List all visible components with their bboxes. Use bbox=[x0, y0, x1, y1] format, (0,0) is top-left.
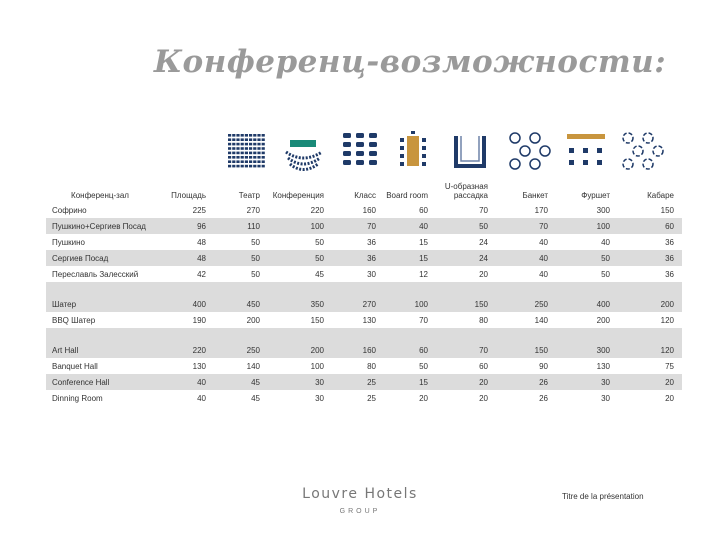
column-header: Конференция bbox=[272, 191, 324, 200]
table-cell: 270 bbox=[214, 202, 268, 218]
table-cell: 450 bbox=[214, 296, 268, 312]
table-cell bbox=[214, 282, 268, 296]
cabaret-layout-icon bbox=[618, 130, 668, 175]
table-cell: 90 bbox=[496, 358, 556, 374]
logo-sub-text: GROUP bbox=[339, 508, 381, 515]
table-cell: 150 bbox=[496, 342, 556, 358]
table-cell: 300 bbox=[556, 342, 618, 358]
table-cell: 200 bbox=[618, 296, 682, 312]
conference-capacity-table bbox=[46, 178, 682, 406]
table-cell: 170 bbox=[496, 202, 556, 218]
table-cell bbox=[436, 328, 496, 342]
table-cell: 160 bbox=[332, 202, 384, 218]
theater-layout-icon bbox=[225, 130, 275, 175]
table-cell: 40 bbox=[556, 234, 618, 250]
table-cell: 50 bbox=[268, 250, 332, 266]
table-cell: 150 bbox=[268, 312, 332, 328]
table-cell: 36 bbox=[618, 234, 682, 250]
table-cell bbox=[384, 328, 436, 342]
table-cell: 300 bbox=[556, 202, 618, 218]
table-cell: 50 bbox=[214, 266, 268, 282]
table-cell: 20 bbox=[618, 374, 682, 390]
layout-icons bbox=[0, 130, 720, 175]
table-row bbox=[46, 202, 682, 218]
table-cell: 36 bbox=[332, 250, 384, 266]
table-cell: 225 bbox=[162, 202, 214, 218]
table-cell: 50 bbox=[556, 266, 618, 282]
table-cell: 400 bbox=[556, 296, 618, 312]
footer-caption: Titre de la présentation bbox=[562, 492, 644, 501]
table-cell: 60 bbox=[384, 342, 436, 358]
hall-name-cell: Art Hall bbox=[46, 342, 162, 358]
table-cell bbox=[496, 328, 556, 342]
table-cell: 40 bbox=[162, 374, 214, 390]
table-cell: 40 bbox=[496, 266, 556, 282]
table-cell bbox=[46, 282, 162, 296]
table-cell: 400 bbox=[162, 296, 214, 312]
table-cell: 80 bbox=[436, 312, 496, 328]
banquet-layout-icon bbox=[505, 130, 555, 175]
table-cell: 20 bbox=[384, 390, 436, 406]
table-cell: 200 bbox=[556, 312, 618, 328]
table-cell: 70 bbox=[436, 342, 496, 358]
column-header: Board room bbox=[386, 191, 428, 200]
table-cell: 20 bbox=[436, 390, 496, 406]
hall-name-cell: Пушкино bbox=[46, 234, 162, 250]
table-cell: 15 bbox=[384, 374, 436, 390]
table-cell: 60 bbox=[436, 358, 496, 374]
hall-name-cell: Dinning Room bbox=[46, 390, 162, 406]
table-cell: 150 bbox=[436, 296, 496, 312]
table-cell: 36 bbox=[618, 250, 682, 266]
table-cell: 50 bbox=[214, 234, 268, 250]
table-cell: 40 bbox=[496, 250, 556, 266]
table-cell: 130 bbox=[556, 358, 618, 374]
table-cell: 20 bbox=[436, 374, 496, 390]
table-row bbox=[46, 234, 682, 250]
hall-name-cell: Пушкино+Сергиев Посад bbox=[46, 218, 162, 234]
table-cell: 70 bbox=[332, 218, 384, 234]
table-cell: 70 bbox=[496, 218, 556, 234]
table-cell bbox=[332, 328, 384, 342]
louvre-hotels-logo bbox=[300, 486, 420, 515]
hall-name-cell: BBQ Шатер bbox=[46, 312, 162, 328]
table-cell: 70 bbox=[436, 202, 496, 218]
table-cell: 45 bbox=[214, 390, 268, 406]
table-cell: 250 bbox=[496, 296, 556, 312]
table-cell: 60 bbox=[384, 202, 436, 218]
column-header: Конференц-зал bbox=[71, 191, 129, 200]
table-cell: 70 bbox=[384, 312, 436, 328]
table-row bbox=[46, 218, 682, 234]
table-cell bbox=[332, 282, 384, 296]
table-row bbox=[46, 342, 682, 358]
table-cell: 50 bbox=[556, 250, 618, 266]
table-cell bbox=[556, 282, 618, 296]
table-cell bbox=[496, 282, 556, 296]
table-row bbox=[46, 358, 682, 374]
table-cell bbox=[618, 282, 682, 296]
table-cell: 30 bbox=[268, 374, 332, 390]
table-cell: 130 bbox=[162, 358, 214, 374]
table-cell: 220 bbox=[162, 342, 214, 358]
table-cell: 200 bbox=[268, 342, 332, 358]
table-cell: 80 bbox=[332, 358, 384, 374]
table-cell: 20 bbox=[618, 390, 682, 406]
table-cell: 25 bbox=[332, 390, 384, 406]
table-cell: 220 bbox=[268, 202, 332, 218]
table-cell: 50 bbox=[436, 218, 496, 234]
table-cell: 30 bbox=[268, 390, 332, 406]
hall-name-cell: Conference Hall bbox=[46, 374, 162, 390]
hall-name-cell: Софрино bbox=[46, 202, 162, 218]
table-cell: 150 bbox=[618, 202, 682, 218]
table-cell: 40 bbox=[162, 390, 214, 406]
table-cell: 200 bbox=[214, 312, 268, 328]
table-cell: 20 bbox=[436, 266, 496, 282]
table-cell: 75 bbox=[618, 358, 682, 374]
logo-main-text: Louvre Hotels bbox=[302, 486, 418, 502]
classroom-layout-icon bbox=[340, 130, 390, 175]
boardroom-layout-icon bbox=[395, 130, 445, 175]
table-cell bbox=[384, 282, 436, 296]
table-cell: 26 bbox=[496, 374, 556, 390]
column-header: Театр bbox=[238, 191, 260, 200]
table-cell bbox=[268, 282, 332, 296]
table-cell: 24 bbox=[436, 234, 496, 250]
table-cell: 100 bbox=[268, 358, 332, 374]
conference-layout-icon bbox=[282, 130, 332, 175]
column-header: Класс bbox=[354, 191, 376, 200]
page-title: Конференц-возможности: bbox=[153, 44, 667, 80]
table-cell: 160 bbox=[332, 342, 384, 358]
table-cell: 250 bbox=[214, 342, 268, 358]
table-cell: 60 bbox=[618, 218, 682, 234]
table-cell: 36 bbox=[618, 266, 682, 282]
hall-name-cell: Шатер bbox=[46, 296, 162, 312]
table-cell: 26 bbox=[496, 390, 556, 406]
table-cell: 96 bbox=[162, 218, 214, 234]
table-cell: 100 bbox=[268, 218, 332, 234]
table-row bbox=[46, 390, 682, 406]
table-cell: 25 bbox=[332, 374, 384, 390]
table-cell: 270 bbox=[332, 296, 384, 312]
table-cell: 40 bbox=[384, 218, 436, 234]
table-cell: 190 bbox=[162, 312, 214, 328]
u-shape-layout-icon bbox=[450, 130, 500, 175]
table-cell: 42 bbox=[162, 266, 214, 282]
table-cell bbox=[46, 328, 162, 342]
table-cell: 100 bbox=[556, 218, 618, 234]
table-separator-row bbox=[46, 282, 682, 296]
table-cell: 30 bbox=[332, 266, 384, 282]
column-header: Фуршет bbox=[581, 191, 610, 200]
hall-name-cell: Сергиев Посад bbox=[46, 250, 162, 266]
table-cell bbox=[162, 282, 214, 296]
table-cell: 140 bbox=[214, 358, 268, 374]
table-cell: 48 bbox=[162, 250, 214, 266]
table-cell: 45 bbox=[214, 374, 268, 390]
table-cell: 140 bbox=[496, 312, 556, 328]
column-header: Площадь bbox=[171, 191, 206, 200]
table-cell: 48 bbox=[162, 234, 214, 250]
table-cell: 50 bbox=[384, 358, 436, 374]
table-row bbox=[46, 296, 682, 312]
table-cell bbox=[162, 328, 214, 342]
table-cell bbox=[268, 328, 332, 342]
table-header-row bbox=[46, 178, 682, 202]
table-cell: 36 bbox=[332, 234, 384, 250]
table-cell: 50 bbox=[268, 234, 332, 250]
table-cell: 120 bbox=[618, 312, 682, 328]
table-cell: 130 bbox=[332, 312, 384, 328]
column-header: U-образная рассадка bbox=[444, 182, 488, 200]
table-cell: 12 bbox=[384, 266, 436, 282]
table-cell: 15 bbox=[384, 234, 436, 250]
table-cell: 45 bbox=[268, 266, 332, 282]
table-cell: 50 bbox=[214, 250, 268, 266]
table-cell: 24 bbox=[436, 250, 496, 266]
table-cell: 350 bbox=[268, 296, 332, 312]
hall-name-cell: Banquet Hall bbox=[46, 358, 162, 374]
table-cell: 110 bbox=[214, 218, 268, 234]
table-cell bbox=[214, 328, 268, 342]
column-header: Банкет bbox=[522, 191, 548, 200]
column-header: Кабаре bbox=[647, 191, 674, 200]
table-row bbox=[46, 266, 682, 282]
table-cell: 30 bbox=[556, 374, 618, 390]
table-cell: 100 bbox=[384, 296, 436, 312]
table-cell: 15 bbox=[384, 250, 436, 266]
buffet-layout-icon bbox=[563, 130, 613, 175]
table-cell: 30 bbox=[556, 390, 618, 406]
table-row bbox=[46, 312, 682, 328]
table-cell: 120 bbox=[618, 342, 682, 358]
table-row bbox=[46, 250, 682, 266]
table-separator-row bbox=[46, 328, 682, 342]
table-cell bbox=[556, 328, 618, 342]
table-cell bbox=[618, 328, 682, 342]
table-row bbox=[46, 374, 682, 390]
hall-name-cell: Переславль Залесский bbox=[46, 266, 162, 282]
table-cell bbox=[436, 282, 496, 296]
table-cell: 40 bbox=[496, 234, 556, 250]
